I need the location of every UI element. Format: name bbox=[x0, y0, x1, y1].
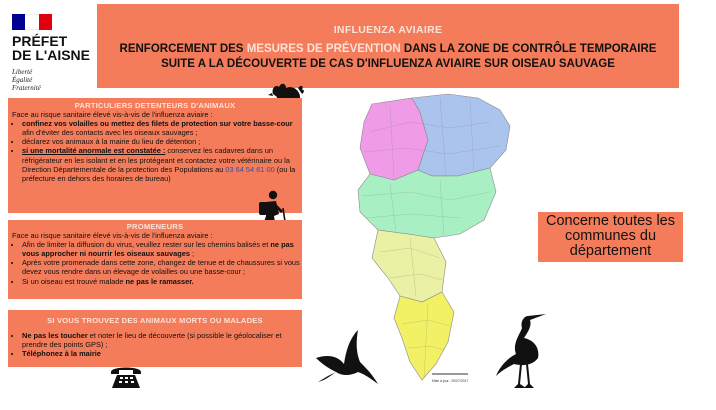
particuliers-list bbox=[8, 119, 302, 183]
banner-line-1: RENFORCEMENT DES MESURES DE PRÉVENTION DANS LA ZONE DE CONTRÔLE TEMPORAIRE bbox=[119, 43, 657, 55]
map-scale-text: Mise à jour : 20/07/2017 bbox=[432, 379, 469, 383]
list-item: • Après votre promenade dans cette zone, changez de tenue et de chaussures si vous devez vous rendre dans un élevage de volailles ou une basse-cour ; bbox=[22, 258, 302, 276]
prefecture-logo bbox=[6, 14, 94, 100]
particuliers-intro: Face au risque sanitaire élevé vis-à-vis de l'influenza aviaire : bbox=[12, 110, 213, 120]
list-item: • déclarez vos animaux à la mairie du lieu de détention ; bbox=[22, 137, 302, 146]
banner-line-2: SUITE A LA DÉCOUVERTE DE CAS D'INFLUENZA AVIAIRE SUR OISEAU SAUVAGE bbox=[161, 58, 615, 70]
list-item: • si une mortalité anormale est constatée : conservez les cadavres dans un réfrigérateur en les isolant et en les protégeant et contactez votre vétérinaire ou la Direction Départementale de la protection des Populations au 03 64 54 61 00 (ou la préfecture en dehors des horaires de bureau) bbox=[22, 146, 302, 182]
prefet-title: PRÉFET bbox=[12, 33, 68, 49]
list-item: • Si un oiseau est trouvé malade ne pas le ramasser. bbox=[22, 277, 302, 286]
title-banner bbox=[97, 4, 679, 88]
particuliers-heading: PARTICULIERS DETENTEURS D'ANIMAUX bbox=[74, 101, 236, 110]
map-region-center bbox=[358, 168, 496, 238]
animaux-morts-list bbox=[8, 331, 302, 358]
list-item: • Téléphonez à la mairie bbox=[22, 349, 302, 358]
motto-liberte: Liberté bbox=[12, 68, 33, 76]
map-region-north-west bbox=[360, 98, 428, 180]
motto-fraternite: Fraternité bbox=[12, 84, 41, 92]
french-flag-icon bbox=[12, 14, 52, 30]
prefet-department: DE L'AISNE bbox=[12, 47, 91, 63]
list-item: • confinez vos volailles ou mettez des filets de protection sur votre basse-cour afin d'éviter des contacts avec les oiseaux sauvages ; bbox=[22, 119, 302, 137]
ddpp-phone-number: 03 64 54 61 00 bbox=[225, 164, 275, 174]
promeneurs-intro: Face au risque sanitaire élevé vis-à-vis de l'influenza aviaire : bbox=[12, 231, 213, 241]
list-item: • Ne pas les toucher et noter le lieu de découverte (si possible le géolocaliser et prendre des points GPS) ; bbox=[22, 331, 302, 349]
promeneurs-box bbox=[8, 220, 302, 299]
standing-heron-icon bbox=[492, 310, 552, 390]
promeneurs-list bbox=[8, 240, 302, 285]
map-region-south bbox=[394, 292, 454, 380]
map-region-north-east bbox=[412, 94, 510, 176]
flying-heron-icon bbox=[314, 328, 380, 388]
animaux-morts-heading: SI VOUS TROUVEZ DES ANIMAUX MORTS OU MALADES bbox=[47, 316, 263, 325]
telephone-icon bbox=[109, 364, 143, 390]
banner-title: INFLUENZA AVIAIRE bbox=[333, 24, 443, 36]
map-region-south-west bbox=[372, 230, 446, 302]
animaux-morts-box bbox=[8, 310, 302, 367]
list-item: • Afin de limiter la diffusion du virus, veuillez rester sur les chemins balisés et ne pas vous approcher ni nourrir les oiseaux sauvages ; bbox=[22, 240, 302, 258]
motto-egalite: Égalité bbox=[12, 76, 33, 84]
concerne-callout: Concerne toutes les communes du département bbox=[538, 212, 683, 262]
promeneurs-heading: PROMENEURS bbox=[126, 222, 184, 231]
